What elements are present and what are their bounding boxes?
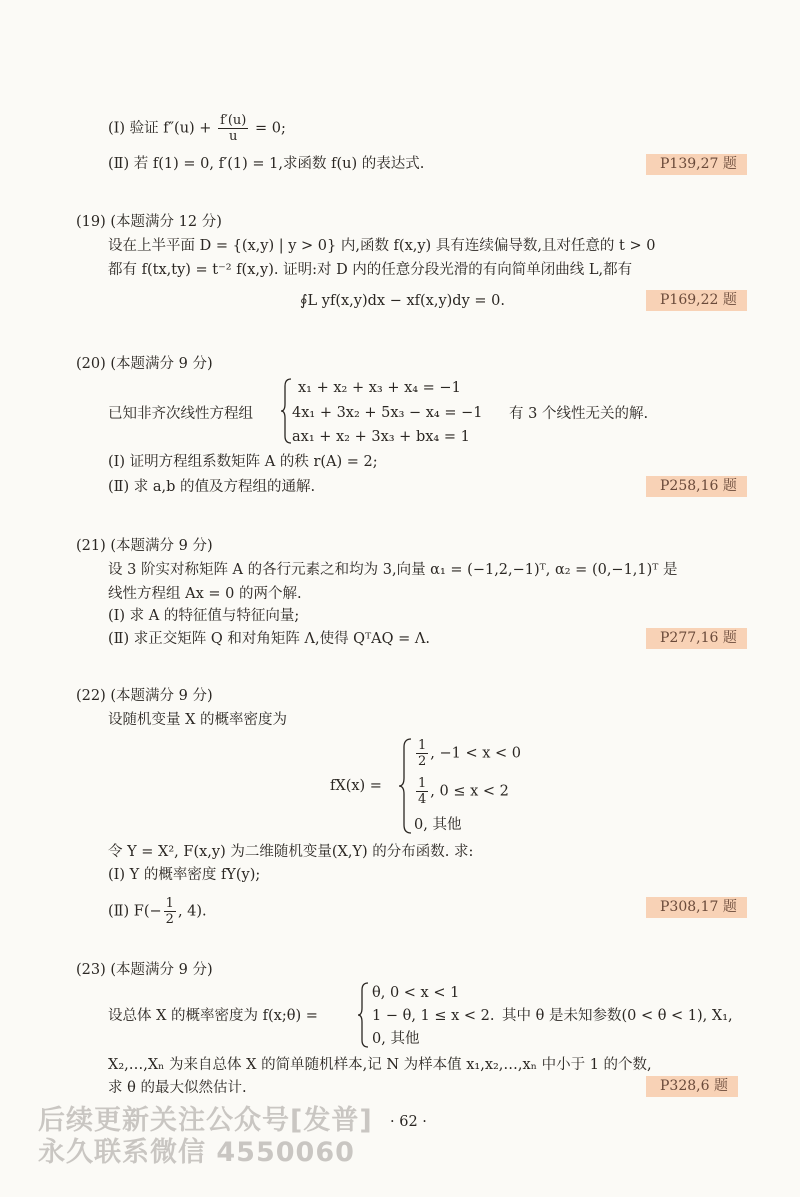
brace-svg-3: [357, 982, 369, 1048]
q21-line1: 设 3 阶实对称矩阵 A 的各行元素之和均为 3,向量 α₁ = (−1,2,−1)ᵀ, α₂ = (0,−1,1)ᵀ 是: [108, 562, 678, 578]
q20-left-brace: [280, 378, 292, 449]
q20-part1: (Ⅰ) 证明方程组系数矩阵 A 的秩 r(A) = 2;: [108, 454, 378, 470]
q18-part1: [108, 113, 286, 144]
q20-header: (20) (本题满分 9 分): [76, 356, 213, 372]
q22-line1: 设随机变量 X 的概率密度为: [108, 712, 288, 728]
brace-svg-2: [398, 738, 412, 834]
brace-svg: [280, 378, 292, 444]
q20-part2: (Ⅱ) 求 a,b 的值及方程组的通解.: [108, 479, 316, 495]
q21-part1: (Ⅰ) 求 A 的特征值与特征向量;: [108, 608, 300, 624]
q19-line1: 设在上半平面 D = {(x,y) | y > 0} 内,函数 f(x,y) 具有连续偏导数,且对任意的 t > 0: [108, 238, 656, 254]
q23-case3: 0, 其他: [372, 1031, 420, 1047]
q23-line3: 求 θ 的最大似然估计.: [108, 1080, 247, 1096]
q23-left-brace: [357, 982, 369, 1052]
q22-line2: 令 Y = X², F(x,y) 为二维随机变量(X,Y) 的分布函数. 求:: [108, 844, 474, 860]
q18-reference-tag: P139,27 题: [646, 154, 747, 175]
q19-formula: ∮L yf(x,y)dx − xf(x,y)dy = 0.: [300, 293, 505, 309]
q22-case2-fraction: $\frac{1}{4}$: [418, 776, 427, 807]
q22-part2-fraction: $\frac{1}{2}$: [165, 896, 174, 927]
q22-part2-post: , 4).: [177, 903, 207, 920]
q22-part1: (Ⅰ) Y 的概率密度 fY(y);: [108, 867, 261, 883]
q23-prefix: 设总体 X 的概率密度为 f(x;θ) =: [108, 1008, 318, 1024]
q22-reference-tag: P308,17 题: [646, 897, 747, 918]
q20-suffix: 有 3 个线性无关的解.: [509, 406, 649, 422]
q22-header: (22) (本题满分 9 分): [76, 688, 213, 704]
q22-part2: [108, 896, 207, 927]
watermark-line2: 永久联系微信 4550060: [38, 1137, 355, 1168]
q22-case1: [414, 738, 521, 769]
q22-left-brace: [398, 738, 412, 838]
q20-eq1: x₁ + x₂ + x₃ + x₄ = −1: [298, 380, 461, 396]
q22-lhs: fX(x) =: [330, 778, 382, 794]
q20-reference-tag: P258,16 题: [646, 476, 747, 497]
q19-reference-tag: P169,22 题: [646, 290, 747, 311]
q18-part2: (Ⅱ) 若 f(1) = 0, f′(1) = 1,求函数 f(u) 的表达式.: [108, 156, 425, 172]
q18-part1-pre: (Ⅰ) 验证 f″(u) +: [108, 120, 217, 137]
q23-reference-tag: P328,6 题: [646, 1076, 738, 1097]
q20-eq2: 4x₁ + 3x₂ + 5x₃ − x₄ = −1: [292, 405, 483, 421]
q22-case1-condition: , −1 < x < 0: [430, 745, 522, 762]
q20-prefix: 已知非齐次线性方程组: [108, 406, 253, 422]
q18-part1-post: = 0;: [250, 120, 286, 137]
q22-part2-pre: (Ⅱ) F(−: [108, 903, 162, 920]
q21-reference-tag: P277,16 题: [646, 628, 747, 649]
q23-line2: X₂,…,Xₙ 为来自总体 X 的简单随机样本,记 N 为样本值 x₁,x₂,…,xₙ 中小于 1 的个数,: [108, 1057, 652, 1073]
q19-header: (19) (本题满分 12 分): [76, 214, 222, 230]
q23-header: (23) (本题满分 9 分): [76, 962, 213, 978]
q18-fraction: $\frac{f'(u)}{u}$: [220, 113, 247, 144]
q22-case2-condition: , 0 ≤ x < 2: [430, 783, 509, 800]
q21-line2: 线性方程组 Ax = 0 的两个解.: [108, 586, 302, 602]
q22-case3: 0, 其他: [414, 817, 462, 833]
q21-part2: (Ⅱ) 求正交矩阵 Q 和对角矩阵 Λ,使得 QᵀAQ = Λ.: [108, 631, 430, 647]
q22-case2: [414, 776, 509, 807]
q23-case1: θ, 0 < x < 1: [372, 985, 460, 1001]
watermark-line1: 后续更新关注公众号[发普]: [38, 1105, 373, 1136]
q20-eq3: ax₁ + x₂ + 3x₃ + bx₄ = 1: [292, 429, 470, 445]
q22-case1-fraction: $\frac{1}{2}$: [418, 738, 427, 769]
q23-suffix: 其中 θ 是未知参数(0 < θ < 1), X₁,: [502, 1008, 733, 1024]
q19-line2: 都有 f(tx,ty) = t⁻² f(x,y). 证明:对 D 内的任意分段光滑的有向简单闭曲线 L,都有: [108, 262, 633, 278]
q23-case2: 1 − θ, 1 ≤ x < 2.: [372, 1008, 495, 1024]
q21-header: (21) (本题满分 9 分): [76, 538, 213, 554]
page-number: · 62 ·: [390, 1114, 427, 1130]
